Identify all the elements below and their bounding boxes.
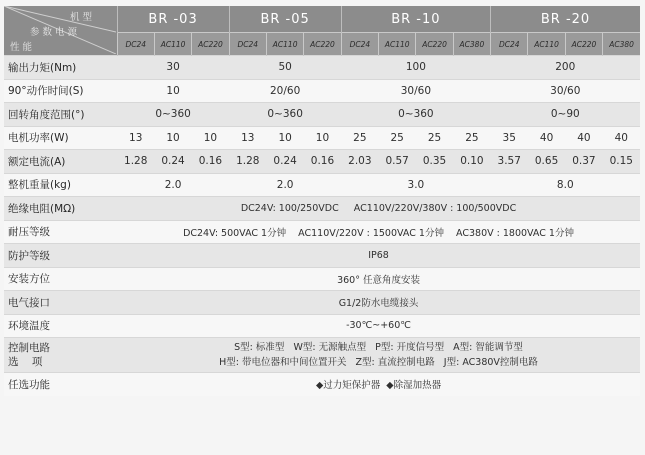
table-row-weight — [4, 173, 640, 197]
row-label: 环境温度 — [4, 314, 117, 338]
cell-value: 3.57 — [491, 150, 528, 174]
table-row-torque — [4, 56, 640, 80]
cell-value: 0~360 — [341, 103, 490, 127]
voltage-header: AC110 — [528, 33, 565, 56]
cell-value: IP68 — [117, 244, 640, 268]
cell-value: 0.65 — [528, 150, 565, 174]
cell-value: 1.28 — [117, 150, 154, 174]
voltage-header: DC24 — [491, 33, 528, 56]
cell-value: 0.24 — [266, 150, 303, 174]
table-row-current — [4, 150, 640, 174]
cell-value: 13 — [229, 126, 266, 150]
model-header-br10: BR -10 — [341, 6, 490, 33]
cell-value: 40 — [603, 126, 640, 150]
table-row-electrical — [4, 291, 640, 315]
cell-value: 35 — [491, 126, 528, 150]
voltage-header: DC24 — [229, 33, 266, 56]
cell-value: 25 — [341, 126, 378, 150]
cell-value: 10 — [117, 79, 229, 103]
model-header-br20: BR -20 — [491, 6, 640, 33]
cell-value: 25 — [416, 126, 453, 150]
cell-value: 0~360 — [229, 103, 341, 127]
cell-value: 0~360 — [117, 103, 229, 127]
cell-value: ◆过力矩保护器 ◆除湿加热器 — [117, 373, 640, 396]
control-option-line: S型: 标准型 W型: 无源触点型 P型: 开度信号型 A型: 智能调节型 — [234, 342, 523, 353]
cell-value: 0~90 — [491, 103, 640, 127]
cell-value: 0.37 — [565, 150, 602, 174]
cell-value: 20/60 — [229, 79, 341, 103]
model-header-br05: BR -05 — [229, 6, 341, 33]
cell-value: 0.35 — [416, 150, 453, 174]
cell-value: 10 — [154, 126, 191, 150]
cell-value: DC24V: 100/250VDC AC110V/220V/380V : 100/500VDC — [117, 197, 640, 221]
cell-value: 0.10 — [453, 150, 490, 174]
cell-value: 1.28 — [229, 150, 266, 174]
cell-value: 0.24 — [154, 150, 191, 174]
row-label: 回转角度范围(°) — [4, 103, 117, 127]
cell-value: 200 — [491, 56, 640, 80]
model-header-br03: BR -03 — [117, 6, 229, 33]
cell-value: 25 — [379, 126, 416, 150]
cell-value — [117, 338, 640, 373]
cell-value: 3.0 — [341, 173, 490, 197]
table-row-mounting — [4, 267, 640, 291]
cell-value: 0.15 — [603, 150, 640, 174]
voltage-header: AC220 — [192, 33, 229, 56]
cell-value: 13 — [117, 126, 154, 150]
row-label: 整机重量(kg) — [4, 173, 117, 197]
voltage-header: DC24 — [117, 33, 154, 56]
row-label: 安装方位 — [4, 267, 117, 291]
row-label: 绝缘电阻(MΩ) — [4, 197, 117, 221]
cell-value: 360° 任意角度安装 — [117, 267, 640, 291]
cell-value: 10 — [266, 126, 303, 150]
row-label: 90°动作时间(S) — [4, 79, 117, 103]
table-row-withstand — [4, 220, 640, 244]
voltage-header: AC380 — [603, 33, 640, 56]
header-corner-cell — [4, 6, 117, 56]
cell-value: 100 — [341, 56, 490, 80]
cell-value: 25 — [453, 126, 490, 150]
row-label-line: 选 项 — [8, 356, 43, 368]
row-label: 输出力矩(Nm) — [4, 56, 117, 80]
table-row-protection — [4, 244, 640, 268]
voltage-header: AC110 — [266, 33, 303, 56]
cell-value: 0.16 — [304, 150, 341, 174]
cell-value: -30℃~+60℃ — [117, 314, 640, 338]
cell-value: 8.0 — [491, 173, 640, 197]
row-label: 任选功能 — [4, 373, 117, 396]
voltage-header: AC380 — [453, 33, 490, 56]
voltage-header: DC24 — [341, 33, 378, 56]
voltage-header: AC220 — [565, 33, 602, 56]
voltage-header: AC110 — [379, 33, 416, 56]
corner-label-model: 机 型 — [70, 12, 93, 23]
row-label — [4, 338, 117, 373]
row-label: 电气接口 — [4, 291, 117, 315]
row-label: 耐压等级 — [4, 220, 117, 244]
cell-value: G1/2防水电缆接头 — [117, 291, 640, 315]
table-row-ambient — [4, 314, 640, 338]
table-row-optional — [4, 373, 640, 396]
corner-label-performance: 性 能 — [10, 42, 33, 53]
table-row-control — [4, 338, 640, 373]
voltage-header: AC110 — [154, 33, 191, 56]
row-label: 防护等级 — [4, 244, 117, 268]
control-option-line: H型: 带电位器和中间位置开关 Z型: 直流控制电路 J型: AC380V控制电路 — [219, 357, 538, 368]
cell-value: 0.16 — [192, 150, 229, 174]
cell-value: 40 — [528, 126, 565, 150]
table-row-power — [4, 126, 640, 150]
cell-value: 30/60 — [491, 79, 640, 103]
cell-value: 0.57 — [379, 150, 416, 174]
row-label-line: 控制电路 — [8, 342, 50, 354]
cell-value: 2.0 — [117, 173, 229, 197]
corner-label-param: 参 数 电 源 — [30, 27, 78, 38]
cell-value: 2.03 — [341, 150, 378, 174]
spec-table — [4, 6, 640, 396]
cell-value: 30 — [117, 56, 229, 80]
cell-value: 10 — [192, 126, 229, 150]
cell-value: 2.0 — [229, 173, 341, 197]
voltage-header: AC220 — [416, 33, 453, 56]
table-row-angle — [4, 103, 640, 127]
row-label: 额定电流(A) — [4, 150, 117, 174]
cell-value: 50 — [229, 56, 341, 80]
cell-value: 30/60 — [341, 79, 490, 103]
row-label: 电机功率(W) — [4, 126, 117, 150]
table-row-insulation — [4, 197, 640, 221]
cell-value: DC24V: 500VAC 1分钟 AC110V/220V : 1500VAC 1分钟 AC380V : 1800VAC 1分钟 — [117, 220, 640, 244]
voltage-header: AC220 — [304, 33, 341, 56]
table-row-time — [4, 79, 640, 103]
cell-value: 10 — [304, 126, 341, 150]
cell-value: 40 — [565, 126, 602, 150]
